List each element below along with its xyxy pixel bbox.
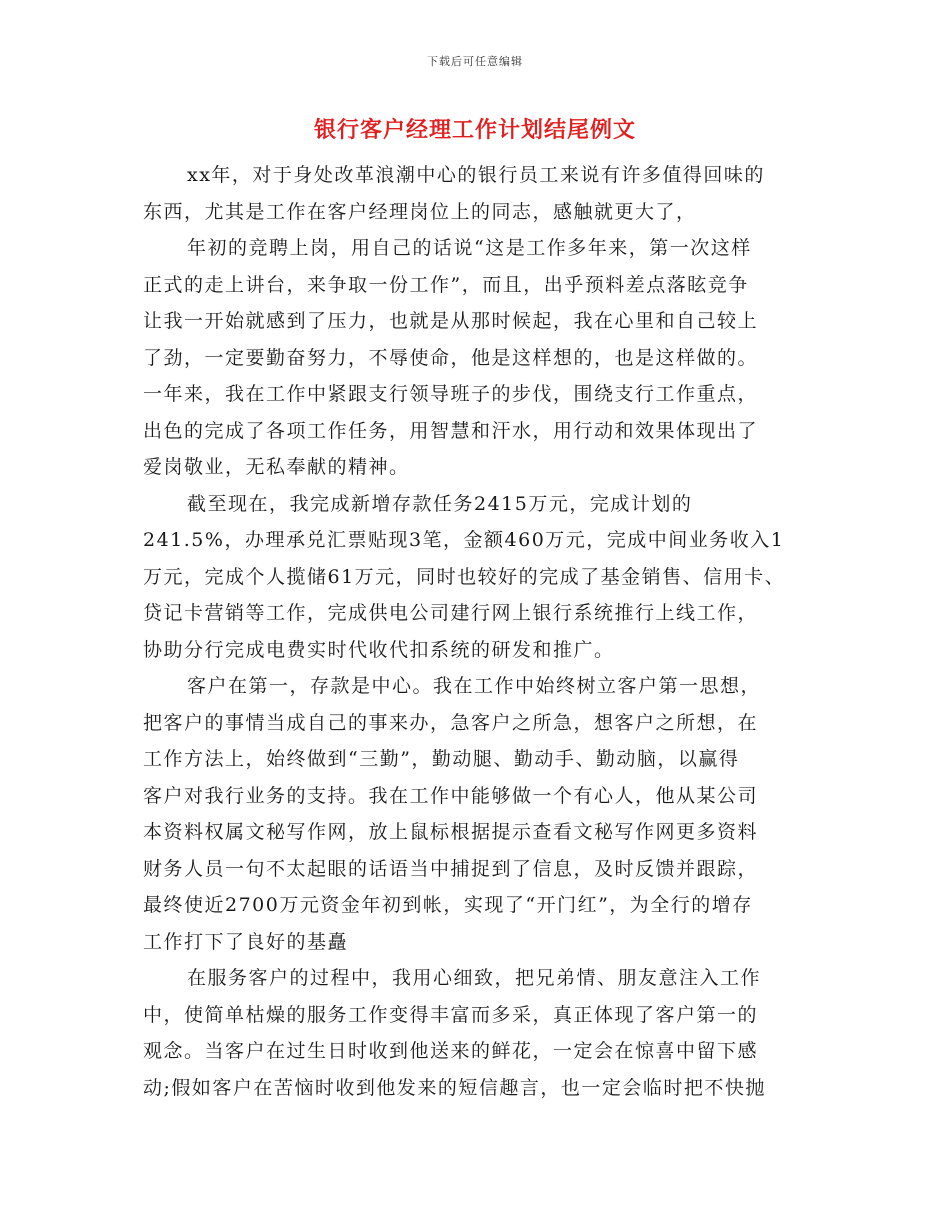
- body-line: 中，使简单枯燥的服务工作变得丰富而多采，真正体现了客户第一的: [143, 1004, 759, 1026]
- body-line: 动;假如客户在苦恼时收到他发来的短信趣言，也一定会临时把不快抛: [143, 1077, 766, 1099]
- body-line: 最终使近2700万元资金年初到帐，实现了“开门红”，为全行的增存: [143, 894, 753, 916]
- body-line: 客户在第一，存款是中心。我在工作中始终树立客户第一思想，: [187, 675, 762, 697]
- body-line: 截至现在，我完成新增存款任务2415万元，完成计划的: [187, 493, 693, 515]
- body-line: 工作打下了良好的基矗: [143, 931, 349, 953]
- body-line: 爱岗敬业，无私奉献的精神。: [143, 456, 410, 478]
- body-line: 把客户的事情当成自己的事来办，急客户之所急，想客户之所想，在: [143, 712, 759, 734]
- body-line: 241.5%，办理承兑汇票贴现3笔，金额460万元，完成中间业务收入1: [143, 529, 785, 551]
- body-line: 东西，尤其是工作在客户经理岗位上的同志，感触就更大了，: [143, 201, 697, 223]
- body-line: 正式的走上讲台，来争取一份工作”，而且，出乎预料差点落眩竞争: [143, 274, 749, 296]
- body-line: 工作方法上，始终做到“三勤”，勤动腿、勤动手、勤动脑，以赢得: [143, 748, 740, 770]
- body-line: 了劲，一定要勤奋努力，不辱使命，他是这样想的，也是这样做的。: [143, 347, 759, 369]
- body-line: 在服务客户的过程中，我用心细致，把兄弟情、朋友意注入工作: [187, 967, 762, 989]
- page-header-note: 下载后可任意编辑: [427, 55, 523, 68]
- body-line: 一年来，我在工作中紧跟支行领导班子的步伐，围绕支行工作重点，: [143, 383, 759, 405]
- body-line: xx年，对于身处改革浪潮中心的银行员工来说有许多值得回味的: [187, 164, 765, 186]
- body-line: 万元，完成个人揽储61万元，同时也较好的完成了基金销售、信用卡、: [143, 566, 786, 588]
- body-line: 出色的完成了各项工作任务，用智慧和汗水，用行动和效果体现出了: [143, 420, 759, 442]
- body-line: 协助分行完成电费实时代收代扣系统的研发和推广。: [143, 639, 615, 661]
- document-title: 银行客户经理工作计划结尾例文: [313, 117, 636, 143]
- body-line: 客户对我行业务的支持。我在工作中能够做一个有心人，他从某公司: [143, 785, 759, 807]
- body-line: 财务人员一句不太起眼的话语当中捕捉到了信息，及时反馈并跟踪，: [143, 858, 759, 880]
- body-line: 观念。当客户在过生日时收到他送来的鲜花，一定会在惊喜中留下感: [143, 1040, 759, 1062]
- body-line: 年初的竞聘上岗，用自己的话说“这是工作多年来，第一次这样: [187, 237, 752, 259]
- body-line: 本资料权属文秘写作网，放上鼠标根据提示查看文秘写作网更多资料: [143, 821, 759, 843]
- body-line: 贷记卡营销等工作，完成供电公司建行网上银行系统推行上线工作，: [143, 602, 759, 624]
- body-line: 让我一开始就感到了压力，也就是从那时候起，我在心里和自己较上: [143, 310, 759, 332]
